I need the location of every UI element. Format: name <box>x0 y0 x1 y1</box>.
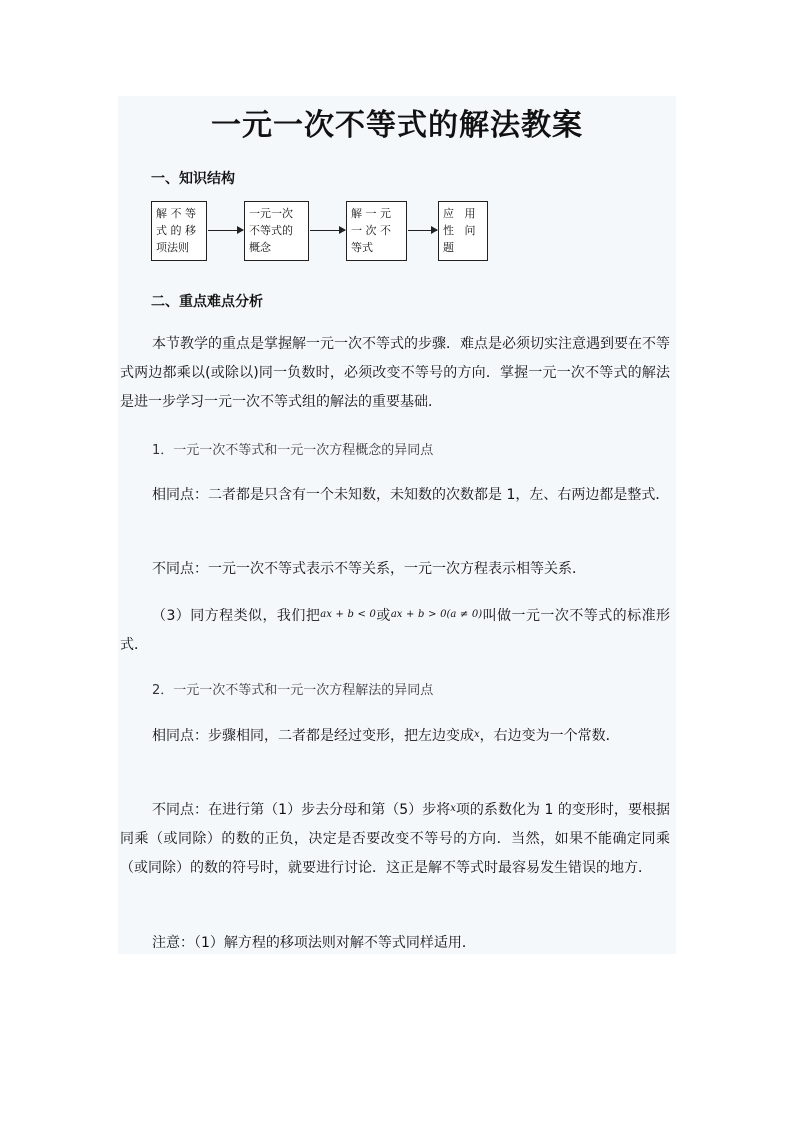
standard-form-text-before: （3）同方程类似，我们把 <box>152 608 321 624</box>
flow-box-line: 概念 <box>249 241 271 254</box>
formula-x: x <box>450 803 456 814</box>
solution-similarity-text-after: ，右边变为一个常数． <box>479 728 620 744</box>
paragraph-standard-form <box>120 600 670 660</box>
solution-similarity-text-before: 相同点：步骤相同，二者都是经过变形，把左边变成 <box>152 728 474 744</box>
section-heading-knowledge-structure: 一、知识结构 <box>151 171 235 187</box>
flow-box-line: 式 的 移 <box>156 224 196 237</box>
document-title: 一元一次不等式的解法教案 <box>211 108 583 143</box>
flow-box-line: 题 <box>443 241 454 254</box>
paragraph-solution-difference <box>120 794 670 883</box>
paragraph-concept-difference: 不同点：一元一次不等式表示不等关系，一元一次方程表示相等关系． <box>152 561 586 577</box>
formula-x: x <box>474 729 480 740</box>
flow-box-transposition-rule <box>151 201 207 261</box>
solution-difference-text-after: 项的系数化为 1 的变形时，要根据同乘（或同除）的数的正负，决定是否要改变不等号的方向．当然，如果不能确定同乘（或同除）的数的符号时，就要进行讨论．这正是解不等式时最容易发生错误的地方． <box>120 802 670 876</box>
flow-box-line: 一元一次 <box>249 207 293 220</box>
flow-arrow <box>310 230 345 231</box>
flow-box-line: 一 次 不 <box>351 224 391 237</box>
section-heading-key-difficulties: 二、重点难点分析 <box>151 294 263 310</box>
knowledge-flowchart <box>151 201 491 267</box>
standard-form-text-or: 或 <box>375 608 391 624</box>
flow-box-line: 应 用 <box>443 207 476 220</box>
formula-less-than: ax + b < 0 <box>320 609 376 620</box>
paragraph-note: 注意：（1）解方程的移项法则对解不等式同样适用． <box>152 935 476 951</box>
formula-greater-than: ax + b > 0(a ≠ 0) <box>390 609 483 620</box>
paragraph-key-points: 本节教学的重点是掌握解一元一次不等式的步骤．难点是必须切实注意遇到要在不等式两边都乘以(或除以)同一负数时，必须改变不等号的方向．掌握一元一次不等式的解法是进一步学习一元一次不等式组的解法的重要基础． <box>120 336 670 410</box>
flow-box-line: 解 不 等 <box>156 207 196 220</box>
flow-box-line: 不等式的 <box>249 224 293 237</box>
solution-difference-text-before: 不同点：在进行第（1）步去分母和第（5）步将 <box>152 802 451 818</box>
flow-arrow <box>408 230 437 231</box>
flow-box-inequality-concept <box>244 201 309 261</box>
flow-box-line: 性 问 <box>443 224 476 237</box>
paragraph-concept-similarity: 相同点：二者都是只含有一个未知数，未知数的次数都是 1，左、右两边都是整式． <box>152 487 670 503</box>
flow-box-line: 项法则 <box>156 241 189 254</box>
paragraph-concept-comparison-heading: 1．一元一次不等式和一元一次方程概念的异同点 <box>152 443 434 458</box>
flow-box-line: 等式 <box>351 241 373 254</box>
standard-form-text-after: 叫做一元一次不等式的标准形式． <box>120 608 671 653</box>
flow-box-application-problems <box>438 201 488 261</box>
flow-arrow <box>208 230 243 231</box>
paragraph-solution-similarity <box>120 720 670 751</box>
flow-box-solve-inequality <box>346 201 407 261</box>
paragraph-solution-comparison-heading: 2．一元一次不等式和一元一次方程解法的异同点 <box>152 683 434 698</box>
flow-box-line: 解 一 元 <box>351 207 391 220</box>
